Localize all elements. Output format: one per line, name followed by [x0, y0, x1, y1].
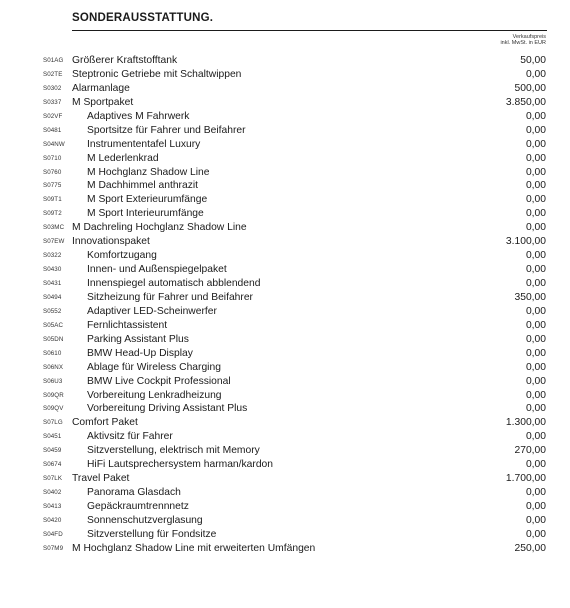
list-item [0, 124, 570, 138]
page-title: SONDERAUSSTATTUNG. [72, 12, 214, 24]
option-label: M Hochglanz Shadow Line mit erweiterten Umfängen [72, 542, 316, 554]
option-price: 0,00 [525, 319, 546, 331]
list-item [0, 402, 570, 416]
list-item [0, 375, 570, 389]
list-item [0, 500, 570, 514]
option-label: Komfortzugang [87, 250, 157, 262]
list-item [0, 430, 570, 444]
option-code: S0760 [43, 168, 62, 176]
option-code: S0402 [43, 489, 62, 497]
option-price: 500,00 [514, 82, 546, 94]
option-price: 1.300,00 [505, 417, 546, 429]
list-item [0, 542, 570, 556]
list-item [0, 347, 570, 361]
option-label: Instrumententafel Luxury [87, 138, 201, 150]
option-code: S07LK [43, 475, 63, 483]
option-label: Comfort Paket [72, 417, 138, 429]
option-label: M Sport Interieurumfänge [87, 208, 204, 220]
option-label: M Dachhimmel anthrazit [87, 180, 199, 192]
option-code: S0302 [43, 84, 62, 92]
list-item [0, 68, 570, 82]
option-code: S07LG [43, 419, 63, 427]
option-price: 0,00 [525, 250, 546, 262]
option-price: 0,00 [525, 361, 546, 373]
option-price: 1.700,00 [505, 473, 546, 485]
list-item [0, 110, 570, 124]
option-code: S01AG [43, 57, 64, 64]
list-item [0, 249, 570, 263]
list-item [0, 486, 570, 500]
option-price: 0,00 [525, 487, 546, 499]
option-label: M Sportpaket [72, 96, 134, 108]
option-price: 0,00 [525, 431, 546, 443]
option-code: S0322 [43, 252, 62, 260]
option-label: Größerer Kraftstofftank [72, 55, 178, 66]
option-price: 250,00 [514, 542, 546, 554]
option-price: 0,00 [525, 278, 546, 289]
option-label: BMW Live Cockpit Professional [87, 375, 231, 387]
option-price: 0,00 [525, 194, 546, 206]
option-code: S0775 [43, 182, 62, 190]
option-price: 0,00 [525, 208, 546, 220]
option-label: Vorbereitung Driving Assistant Plus [87, 403, 248, 415]
option-label: Innenspiegel automatisch abblendend [87, 278, 261, 289]
option-price: 0,00 [525, 389, 546, 401]
option-code: S0481 [43, 126, 62, 134]
option-label: Steptronic Getriebe mit Schaltwippen [72, 68, 242, 80]
option-code: S0420 [43, 516, 62, 524]
option-price: 0,00 [525, 305, 546, 317]
list-item [0, 82, 570, 96]
option-price: 0,00 [525, 222, 546, 234]
option-price: 0,00 [525, 180, 546, 192]
list-item [0, 389, 570, 403]
option-code: S09QV [43, 405, 64, 413]
list-item [0, 179, 570, 193]
option-code: S02TE [43, 70, 63, 78]
option-price: 3.100,00 [505, 236, 546, 248]
list-item [0, 444, 570, 458]
title-divider [72, 30, 547, 31]
option-price: 0,00 [525, 152, 546, 164]
option-code: S05DN [43, 335, 64, 343]
option-label: Sonnenschutzverglasung [87, 514, 203, 526]
option-code: S06U3 [43, 377, 63, 385]
list-item [0, 361, 570, 375]
list-item [0, 472, 570, 486]
option-price: 0,00 [525, 403, 546, 415]
option-label: Adaptiver LED-Scheinwerfer [87, 305, 217, 317]
option-label: Innovationspaket [72, 236, 150, 248]
option-label: Sitzheizung für Fahrer und Beifahrer [87, 291, 253, 303]
list-item [0, 305, 570, 319]
option-label: Gepäckraumtrennnetz [87, 501, 189, 512]
option-label: Aktivsitz für Fahrer [87, 431, 173, 443]
option-label: M Sport Exterieurumfänge [87, 194, 208, 206]
option-price: 0,00 [525, 528, 546, 540]
price-header-line-1: Verkaufspreis [512, 34, 546, 40]
option-label: Vorbereitung Lenkradheizung [87, 389, 222, 401]
list-item [0, 138, 570, 152]
option-price: 0,00 [525, 68, 546, 80]
option-label: Travel Paket [72, 473, 130, 485]
list-item [0, 221, 570, 235]
list-item [0, 152, 570, 166]
option-code: S03MC [43, 224, 65, 232]
option-label: Innen- und Außenspiegelpaket [87, 264, 227, 276]
option-code: S0552 [43, 307, 62, 315]
option-code: S09T2 [43, 210, 62, 218]
option-price: 0,00 [525, 514, 546, 526]
option-label: Adaptives M Fahrwerk [87, 110, 190, 122]
price-header-line-2: inkl. MwSt. in EUR [500, 40, 546, 46]
option-label: Sportsitze für Fahrer und Beifahrer [87, 124, 246, 136]
equipment-list [0, 54, 570, 556]
option-code: S0451 [43, 433, 62, 441]
option-price: 0,00 [525, 124, 546, 136]
option-label: HiFi Lautsprechersystem harman/kardon [87, 459, 273, 471]
option-code: S07M9 [43, 544, 64, 552]
list-item [0, 458, 570, 472]
option-code: S02VF [43, 112, 63, 120]
option-code: S0337 [43, 98, 62, 106]
list-item [0, 166, 570, 180]
option-code: S0413 [43, 503, 62, 510]
list-item [0, 207, 570, 221]
option-code: S0674 [43, 461, 62, 469]
list-item [0, 291, 570, 305]
option-price: 3.850,00 [505, 96, 546, 108]
list-item [0, 263, 570, 277]
option-price: 270,00 [514, 445, 546, 457]
option-code: S0430 [43, 266, 62, 274]
list-item [0, 235, 570, 249]
option-label: BMW Head-Up Display [87, 347, 193, 359]
option-code: S04FD [43, 530, 63, 538]
option-price: 0,00 [525, 347, 546, 359]
list-item [0, 96, 570, 110]
option-price: 0,00 [525, 264, 546, 276]
option-label: M Hochglanz Shadow Line [87, 166, 210, 178]
list-item [0, 277, 570, 291]
option-code: S09QR [43, 391, 64, 399]
option-label: Sitzverstellung für Fondsitze [87, 528, 217, 540]
list-item [0, 528, 570, 542]
option-code: S07EW [43, 238, 65, 246]
option-code: S0494 [43, 293, 62, 301]
list-item [0, 416, 570, 430]
option-price: 0,00 [525, 459, 546, 471]
option-code: S0710 [43, 154, 62, 162]
option-code: S05AC [43, 321, 64, 329]
option-price: 0,00 [525, 110, 546, 122]
option-code: S04NW [43, 140, 65, 148]
option-label: M Lederlenkrad [87, 152, 159, 164]
option-price: 0,00 [525, 375, 546, 387]
option-label: Sitzverstellung, elektrisch mit Memory [87, 445, 260, 457]
option-price: 0,00 [525, 333, 546, 345]
option-price: 50,00 [520, 55, 546, 66]
option-code: S0610 [43, 349, 62, 357]
option-price: 0,00 [525, 501, 546, 512]
option-price: 0,00 [525, 166, 546, 178]
option-label: Parking Assistant Plus [87, 333, 189, 345]
option-label: Panorama Glasdach [87, 487, 181, 499]
option-code: S09T1 [43, 196, 62, 204]
list-item [0, 333, 570, 347]
option-price: 0,00 [525, 138, 546, 150]
option-label: Ablage für Wireless Charging [87, 361, 221, 373]
list-item [0, 193, 570, 207]
option-code: S06NX [43, 363, 64, 371]
price-column-header [456, 34, 546, 46]
option-label: M Dachreling Hochglanz Shadow Line [72, 222, 247, 234]
option-code: S0431 [43, 280, 62, 287]
list-item [0, 54, 570, 68]
option-code: S0459 [43, 447, 62, 455]
option-price: 350,00 [514, 291, 546, 303]
option-label: Alarmanlage [72, 82, 130, 94]
list-item [0, 514, 570, 528]
option-label: Fernlichtassistent [87, 319, 168, 331]
list-item [0, 319, 570, 333]
